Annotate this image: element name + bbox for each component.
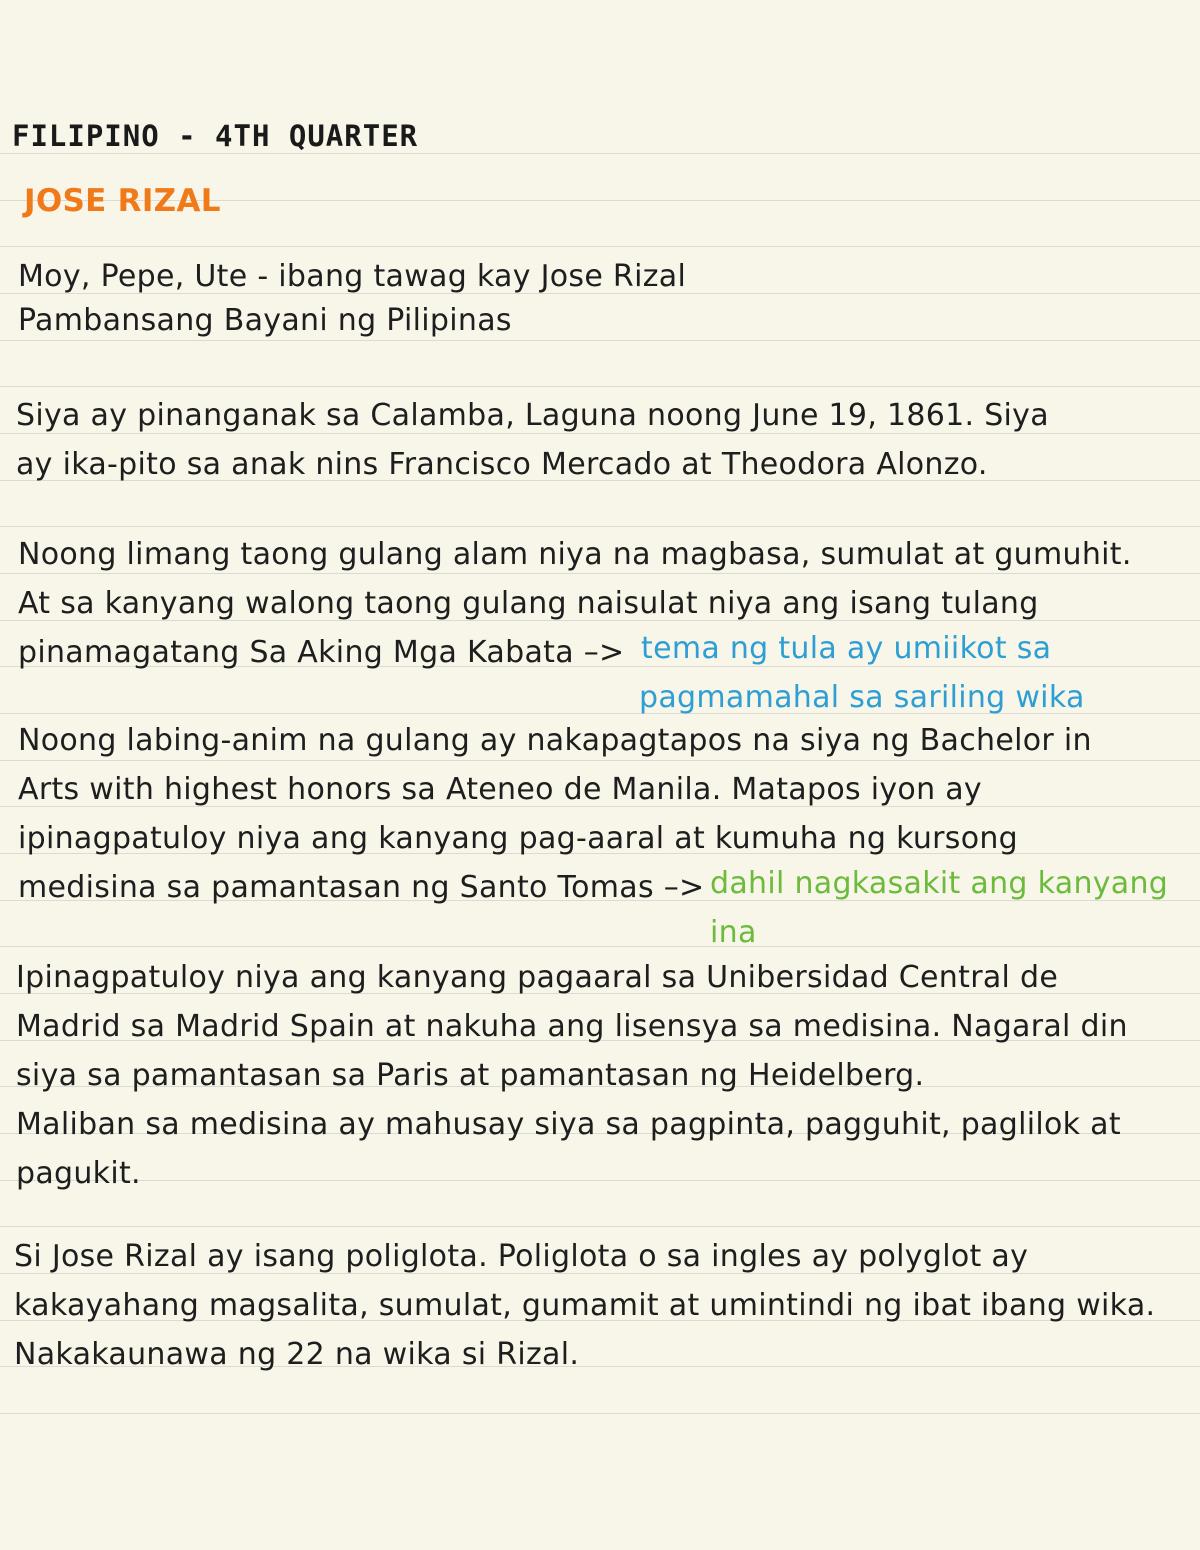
intro-line: Pambansang Bayani ng Pilipinas xyxy=(18,303,512,338)
abroad-line: siya sa pamantasan sa Paris at pamantasan ng Heidelberg. xyxy=(16,1058,925,1093)
abroad-line: Madrid sa Madrid Spain at nakuha ang lisensya sa medisina. Nagaral din xyxy=(16,1009,1128,1044)
birth-line: ay ika-pito sa anak nins Francisco Mercado at Theodora Alonzo. xyxy=(16,447,988,482)
education-note: ina xyxy=(710,915,757,950)
ruled-line xyxy=(0,1180,1200,1181)
education-line: medisina sa pamantasan ng Santo Tomas –> xyxy=(18,870,705,905)
ruled-line xyxy=(0,526,1200,527)
ruled-line xyxy=(0,246,1200,247)
ruled-line xyxy=(0,1226,1200,1227)
ruled-line xyxy=(0,1413,1200,1414)
polyglot-line: kakayahang magsalita, sumulat, gumamit at umintindi ng ibat ibang wika. xyxy=(14,1288,1156,1323)
education-line: Noong labing-anim na gulang ay nakapagtapos na siya ng Bachelor in xyxy=(18,723,1092,758)
childhood-line: At sa kanyang walong taong gulang naisulat niya ang isang tulang xyxy=(18,586,1039,621)
ruled-line xyxy=(0,386,1200,387)
page-title: FILIPINO - 4TH QUARTER xyxy=(12,119,419,153)
childhood-line: Noong limang taong gulang alam niya na magbasa, sumulat at gumuhit. xyxy=(18,537,1132,572)
education-note: dahil nagkasakit ang kanyang xyxy=(710,866,1169,901)
education-line: Arts with highest honors sa Ateneo de Manila. Matapos iyon ay xyxy=(18,772,982,807)
intro-line: Moy, Pepe, Ute - ibang tawag kay Jose Rizal xyxy=(18,259,687,294)
section-heading: JOSE RIZAL xyxy=(24,183,221,219)
education-line: ipinagpatuloy niya ang kanyang pag-aaral at kumuha ng kursong xyxy=(18,821,1019,856)
ruled-line xyxy=(0,760,1200,761)
abroad-line: pagukit. xyxy=(16,1156,141,1191)
abroad-line: Maliban sa medisina ay mahusay siya sa pagpinta, pagguhit, paglilok at xyxy=(16,1107,1121,1142)
ruled-line xyxy=(0,946,1200,947)
polyglot-line: Nakakaunawa ng 22 na wika si Rizal. xyxy=(14,1337,580,1372)
abroad-line: Ipinagpatuloy niya ang kanyang pagaaral sa Unibersidad Central de xyxy=(16,960,1059,995)
ruled-line xyxy=(0,340,1200,341)
childhood-note: pagmamahal sa sariling wika xyxy=(639,680,1085,715)
childhood-line: pinamagatang Sa Aking Mga Kabata –> xyxy=(18,635,625,670)
polyglot-line: Si Jose Rizal ay isang poliglota. Poliglota o sa ingles ay polyglot ay xyxy=(14,1239,1029,1274)
birth-line: Siya ay pinanganak sa Calamba, Laguna noong June 19, 1861. Siya xyxy=(16,398,1049,433)
ruled-line xyxy=(0,573,1200,574)
childhood-note: tema ng tula ay umiikot sa xyxy=(641,631,1052,666)
